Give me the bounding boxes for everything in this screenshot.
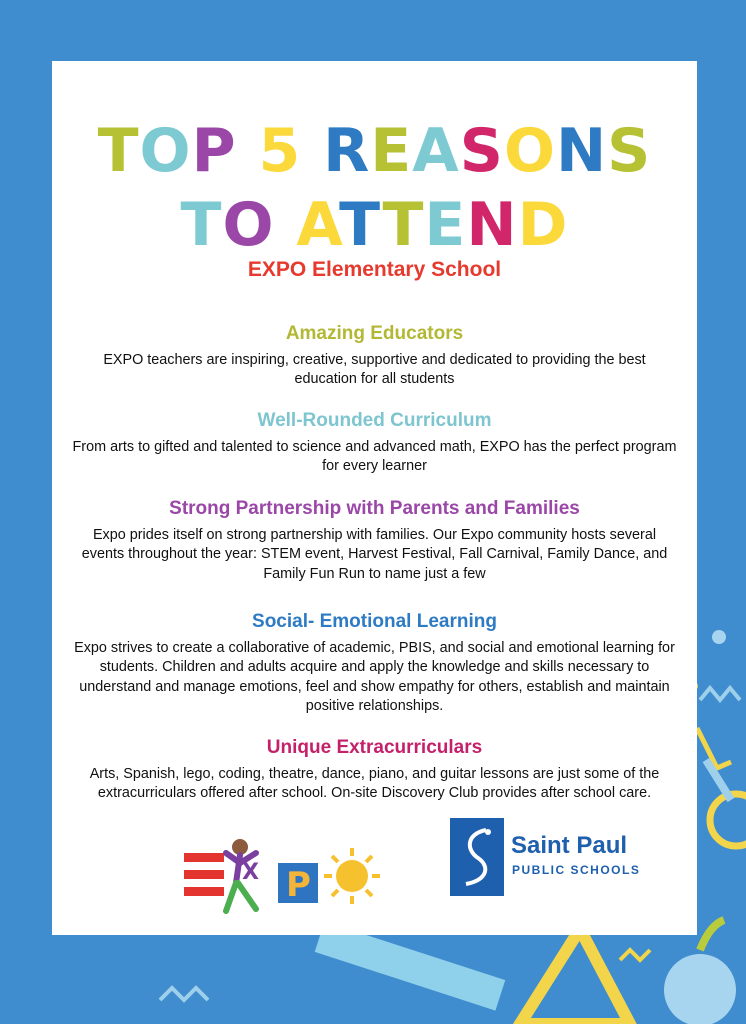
title-letter: T xyxy=(339,190,383,260)
reason-section xyxy=(72,323,677,390)
title-letter: R xyxy=(323,116,371,186)
title-letter: S xyxy=(607,116,652,186)
title-letter: S xyxy=(459,116,504,186)
title-letter: A xyxy=(412,116,460,186)
reason-section xyxy=(72,498,677,584)
title-letter: N xyxy=(555,116,608,186)
reason-heading: Unique Extracurriculars xyxy=(266,737,483,758)
expo-logo-x-letter: X xyxy=(242,860,259,885)
reason-body: Expo prides itself on strong partnership with families. Our Expo community hosts several events throughout the year: STEM event, Harvest Festival, Fall Carnival, Family Dance, and Family Fun Run to name just a few xyxy=(81,527,668,582)
spps-name: Saint Paul xyxy=(511,832,628,859)
title-letter: E xyxy=(370,116,413,186)
reason-heading: Amazing Educators xyxy=(285,323,464,344)
spps-subtitle: PUBLIC SCHOOLS xyxy=(512,863,641,877)
title-letter xyxy=(275,190,297,260)
spps-emblem xyxy=(450,818,504,896)
reason-body: From arts to gifted and talented to science and advanced math, EXPO has the perfect program for every learner xyxy=(72,439,677,475)
title-letter: 5 xyxy=(258,116,302,186)
title-letter xyxy=(237,116,259,186)
school-name: EXPO Elementary School xyxy=(247,258,502,281)
title-letter: O xyxy=(222,190,275,260)
title-letter: P xyxy=(191,116,237,186)
reason-body: Expo strives to create a collaborative of academic, PBIS, and social and emotional learning for students. Children and adults acquire and apply the knowledge and skills necessary to understand and manage emotions, feel and show empathy for others, establish and maintain positive relationships. xyxy=(74,640,675,715)
sun-icon xyxy=(324,848,380,904)
title-letter: N xyxy=(466,190,518,260)
title-letter: O xyxy=(503,116,556,186)
title-letter: O xyxy=(139,116,192,186)
title-letter: T xyxy=(97,116,140,186)
reason-section xyxy=(72,611,677,717)
reason-body: Arts, Spanish, lego, coding, theatre, dance, piano, and guitar lessons are just some of the extracurriculars offered after school. On-site Discovery Club provides after school care. xyxy=(89,766,660,802)
reason-section xyxy=(72,737,677,804)
expo-logo xyxy=(182,831,382,921)
title-letter: D xyxy=(517,190,569,260)
reason-heading: Social- Emotional Learning xyxy=(252,611,497,632)
expo-logo-p-letter: P xyxy=(286,865,311,905)
flyer-card xyxy=(52,61,697,935)
title-letter: T xyxy=(382,190,425,260)
title-letter xyxy=(301,116,323,186)
reason-section xyxy=(72,410,677,477)
reason-body: EXPO teachers are inspiring, creative, supportive and dedicated to providing the best education for all students xyxy=(103,352,646,388)
spps-emblem-icon xyxy=(450,818,504,896)
title-letter: T xyxy=(180,190,223,260)
reason-heading: Strong Partnership with Parents and Families xyxy=(169,498,580,519)
reason-heading: Well-Rounded Curriculum xyxy=(257,410,492,431)
title-line-1 xyxy=(52,118,697,184)
title-letter: E xyxy=(424,190,467,260)
saint-paul-public-schools-logo xyxy=(450,818,641,900)
title-line-2 xyxy=(52,192,697,258)
title-letter: A xyxy=(296,190,340,260)
